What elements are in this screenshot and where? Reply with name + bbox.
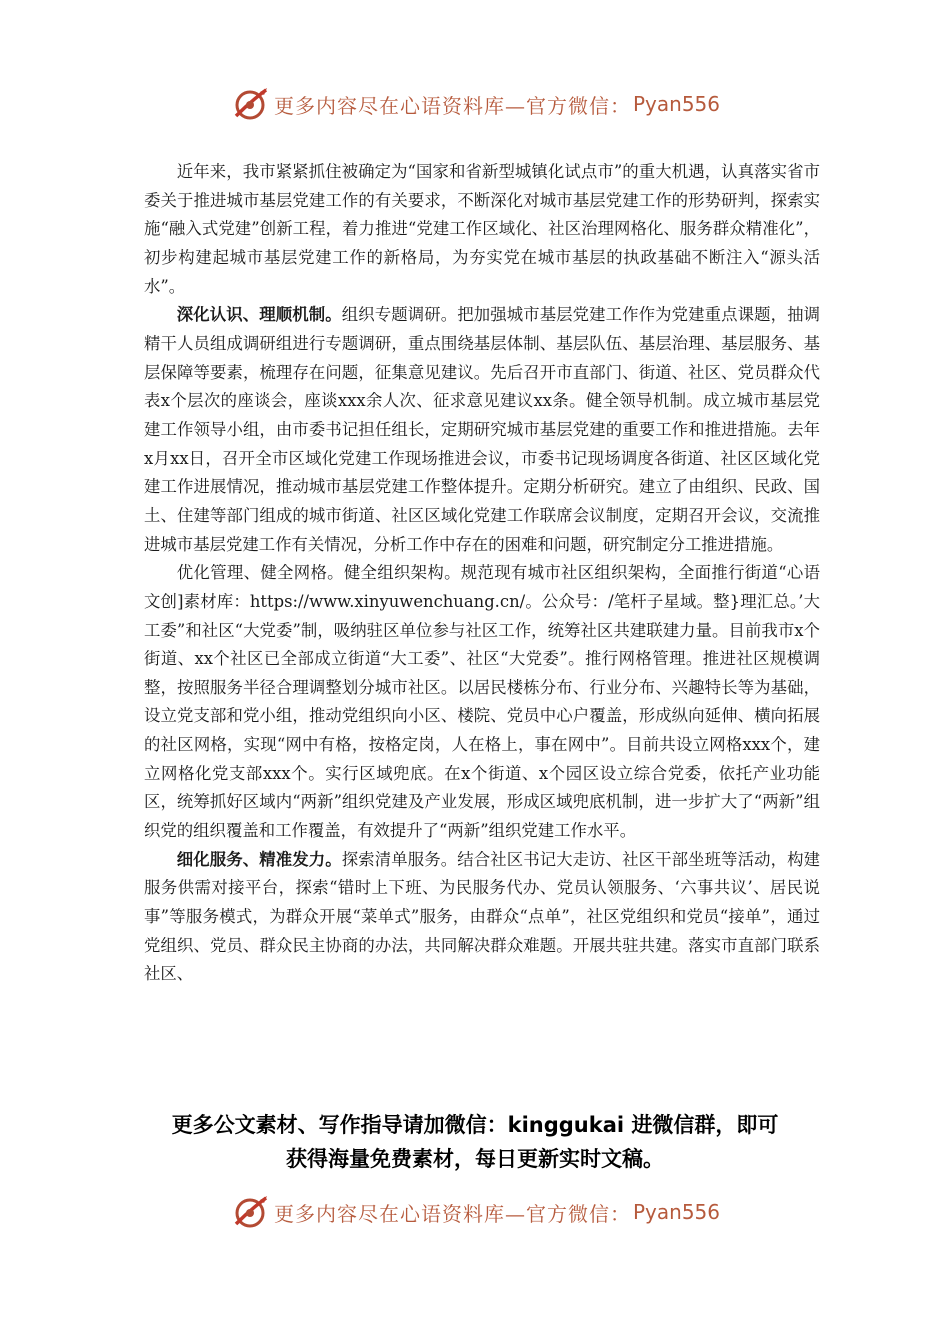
paragraph-text: 组织专题调研。把加强城市基层党建工作作为党建重点课题，抽调精干人员组成调研组进行专题调研，重点围绕基层体制、基层队伍、基层治理、基层服务、基层保障等要素，梳理存在问题，征集意见建议。先后召开市直部门、街道、社区、党员群众代表x个层次的座谈会，座谈xxx余人次、征求意见建议xx条。健全领导机制。成立城市基层党建工作领导小组，由市委书记担任组长，定期研究城市基层党建的重要工作和推进措施。去年x月xx日，召开全市区域化党建工作现场推进会议，市委书记现场调度各街道、社区区域化党建工作进展情况，推动城市基层党建工作整体提升。定期分析研究。建立了由组织、民政、国土、住建等部门组成的城市街道、社区区域化党建工作联席会议制度，定期召开会议，交流推进城市基层党建工作有关情况，分析工作中存在的困难和问题，研究制定分工推进措施。 — [144, 305, 821, 554]
promo-line-2: 获得海量免费素材，每日更新实时文稿。 — [286, 1147, 664, 1171]
footer-watermark-banner — [0, 1192, 950, 1232]
pen-logo-icon — [230, 86, 270, 122]
paragraph-text: 优化管理、健全网格。健全组织架构。规范现有城市社区组织架构，全面推行街道“心语文创]素材库：https://www.xinyuwenchuang.cn/。公众号：/笔杆子星域。整}理汇总。’大工委”和社区“大党委”制，吸纳驻区单位参与社区工作，统筹社区共建联建力量。目前我市x个街道、xx个社区已全部成立街道“大工委”、社区“大党委”。推行网格管理。推进社区规模调整，按照服务半径合理调整划分城市社区。以居民楼栋分布、行业分布、兴趣特长等为基础，设立党支部和党小组，推动党组织向小区、楼院、党员中心户覆盖，形成纵向延伸、横向拓展的社区网格，实现“网中有格，按格定岗，人在格上，事在网中”。目前共设立网格xxx个，建立网格化党支部xxx个。实行区域兜底。在x个街道、x个园区设立综合党委，依托产业功能区，统筹抓好区域内“两新”组织党建及产业发展，形成区域兜底机制，进一步扩大了“两新”组织党的组织覆盖和工作覆盖，有效提升了“两新”组织党建工作水平。 — [144, 563, 820, 841]
banner-text: 更多内容尽在心语资料库—官方微信： — [273, 1201, 631, 1226]
promo-notice — [0, 1108, 950, 1176]
paragraph-grid — [144, 559, 820, 846]
paragraph-intro — [144, 158, 820, 301]
pen-logo-icon — [230, 1194, 270, 1230]
paragraph-mechanism — [144, 301, 820, 559]
header-watermark-banner — [0, 84, 950, 124]
promo-line-1: 更多公文素材、写作指导请加微信：kinggukai 进微信群，即可 — [171, 1113, 779, 1137]
paragraph-service — [144, 846, 820, 989]
document-body — [144, 158, 820, 989]
paragraph-heading: 细化服务、精准发力。 — [176, 849, 342, 869]
banner-text: 更多内容尽在心语资料库—官方微信： — [273, 93, 631, 118]
paragraph-heading: 深化认识、理顺机制。 — [176, 305, 342, 325]
banner-wechat-id: Pyan556 — [632, 92, 720, 116]
paragraph-text: 近年来，我市紧紧抓住被确定为“国家和省新型城镇化试点市”的重大机遇，认真落实省市委关于推进城市基层党建工作的有关要求，不断深化对城市基层党建工作的形势研判，探索实施“融入式党建”创新工程，着力推进“党建工作区域化、社区治理网格化、服务群众精准化”，初步构建起城市基层党建工作的新格局，为夯实党在城市基层的执政基础不断注入“源头活水”。 — [144, 162, 820, 296]
banner-wechat-id: Pyan556 — [632, 1200, 720, 1224]
paragraph-text: 探索清单服务。结合社区书记大走访、社区干部坐班等活动，构建服务供需对接平台，探索“错时上下班、为民服务代办、党员认领服务、‘六事共议’、居民说事”等服务模式，为群众开展“菜单式”服务，由群众“点单”，社区党组织和党员“接单”，通过党组织、党员、群众民主协商的办法，共同解决群众难题。开展共驻共建。落实市直部门联系社区、 — [144, 849, 821, 984]
